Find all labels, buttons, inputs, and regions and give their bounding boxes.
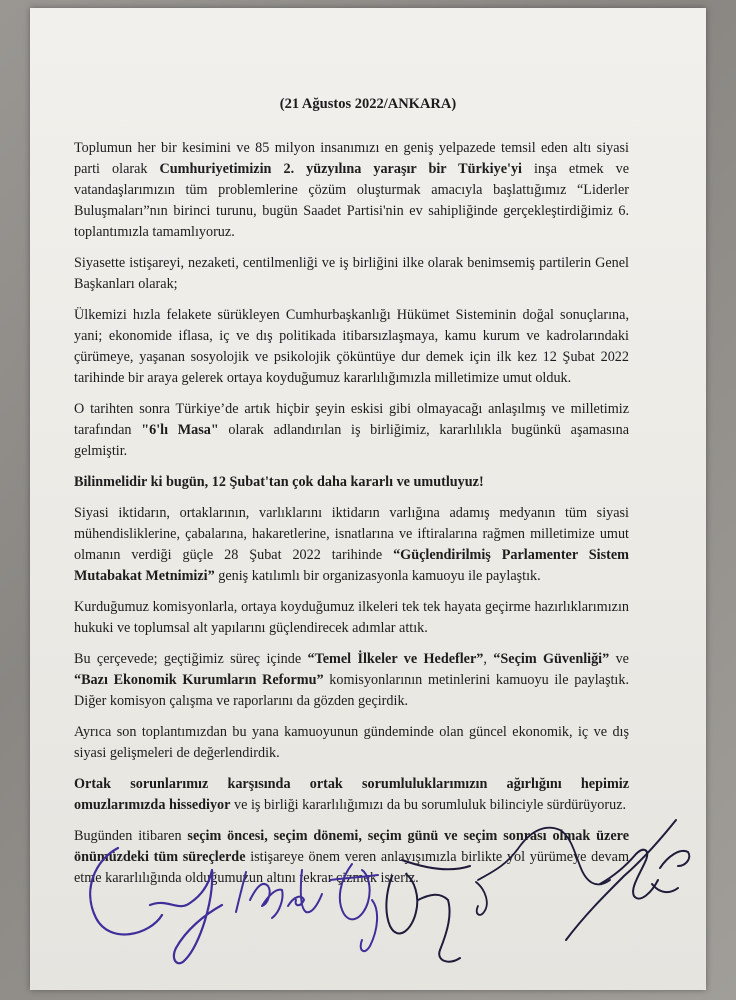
paragraph-1-text-a: Toplumun her bir kesimini ve 85 milyon insanımızı en geniş yelpazede temsil eden altı siyasi parti olarak: [74, 140, 629, 177]
paragraph-1-text-c: inşa etmek ve vatandaşlarımızın tüm problemlerine çözüm oluşturmak amacıyla başlattığımız “Liderler Buluşmaları”nın birinci turunu, bugün Saadet Partisi'nin ev sahipliğinde gerçekleştirdiğimiz 6. toplantımızla tamamlıyoruz.: [74, 161, 629, 240]
paragraph-10-bold: Ortak sorunlarımız karşısında ortak sorumluluklarımızın ağırlığını hepimiz omuzlarımızda hissediyor: [74, 776, 629, 813]
paragraph-6-text-a: Siyasi iktidarın, ortaklarının, varlıklarını iktidarın varlığına adamış medyanın tüm siyasi mühendisliklerine, çabalarına, hakaretlerine, isnatlarına ve iftiralarına rağmen milletimize umut olmanın verdiği güçle 28 Şubat 2022 tarihinde: [74, 505, 629, 563]
paragraph-8-text-e: ve: [609, 651, 629, 667]
paragraph-6: [74, 503, 629, 587]
paragraph-11-text-c: istişareye önem veren anlayışımızla birlikte yol yürümeye devam etme kararlılığında olduğumuzun altını tekrar çizmek isteriz.: [74, 849, 629, 886]
paragraph-8-bold-3: “Bazı Ekonomik Kurumların Reformu”: [74, 672, 324, 688]
paragraph-1-bold: Cumhuriyetimizin 2. yüzyılına yaraşır bir Türkiye'yi: [159, 161, 522, 177]
paragraph-4: [74, 399, 629, 462]
paragraph-4-text-c: olarak adlandırılan iş birliğimiz, kararlılıkla bugünkü aşamasına gelmiştir.: [74, 422, 629, 459]
paragraph-8-bold-1: “Temel İlkeler ve Hedefler”: [307, 651, 484, 667]
paragraph-8-text-c: ,: [483, 651, 494, 667]
paragraph-2: Siyasette istişareyi, nezaketi, centilmenliği ve iş birliğini ilke olarak benimsemiş partilerin Genel Başkanları olarak;: [74, 255, 629, 292]
paragraph-4-bold: "6'lı Masa": [141, 422, 219, 438]
paragraph-8-text-a: Bu çerçevede; geçtiğimiz süreç içinde: [74, 651, 308, 667]
paragraph-11: [74, 826, 629, 889]
document-body: [74, 138, 629, 899]
paragraph-4-text-a: O tarihten sonra Türkiye’de artık hiçbir şeyin eskisi gibi olmayacağı anlaşılmış ve milletimiz tarafından: [74, 401, 629, 438]
paragraph-8: [74, 649, 629, 712]
paragraph-8-bold-2: “Seçim Güvenliği”: [493, 651, 610, 667]
paragraph-5-bold: Bilinmelidir ki bugün, 12 Şubat'tan çok daha kararlı ve umutluyuz!: [74, 474, 484, 490]
paragraph-10: [74, 774, 629, 816]
paragraph-8-text-g: komisyonlarının metinlerini kamuoyu ile paylaştık. Diğer komisyon çalışma ve raporlarını da gözden geçirdik.: [74, 672, 629, 709]
paragraph-6-bold: “Güçlendirilmiş Parlamenter Sistem Mutabakat Metnimizi”: [74, 547, 629, 584]
paragraph-9: Ayrıca son toplantımızdan bu yana kamuoyunun gündeminde olan güncel ekonomik, iç ve dış siyasi gelişmeleri de değerlendirdik.: [74, 724, 629, 761]
paragraph-1: [74, 138, 629, 243]
date-line: (21 Ağustos 2022/ANKARA): [279, 96, 457, 112]
paragraph-11-bold: seçim öncesi, seçim dönemi, seçim günü ve seçim sonrası olmak üzere önümüzdeki tüm süreçlerde: [74, 828, 629, 865]
paragraph-7: Kurduğumuz komisyonlarla, ortaya koyduğumuz ilkeleri tek tek hayata geçirme hazırlıklarımızın hukuki ve toplumsal alt yapılarını güçlendirecek adımlar attık.: [74, 599, 629, 636]
paragraph-10-text-b: ve iş birliği kararlılığımızı da bu sorumluluk bilinciyle sürdürüyoruz.: [230, 797, 627, 813]
paragraph-3: Ülkemizi hızla felakete sürükleyen Cumhurbaşkanlığı Hükümet Sisteminin doğal sonuçlarına, yani; ekonomide iflasa, iç ve dış politikada itibarsızlaşmaya, kamu kurum ve kadrolarındaki çürümeye, yaşanan sosyolojik ve psikolojik çöküntüye dur demek için ilk kez 12 Şubat 2022 tarihinde bir araya gelerek ortaya koyduğumuz kararlılığımızla milletimize umut olduk.: [74, 307, 629, 386]
paragraph-5: [74, 472, 629, 493]
paragraph-6-text-c: geniş katılımlı bir organizasyonla kamuoyu ile paylaştık.: [214, 568, 541, 584]
paragraph-11-text-a: Bugünden itibaren: [74, 828, 188, 844]
